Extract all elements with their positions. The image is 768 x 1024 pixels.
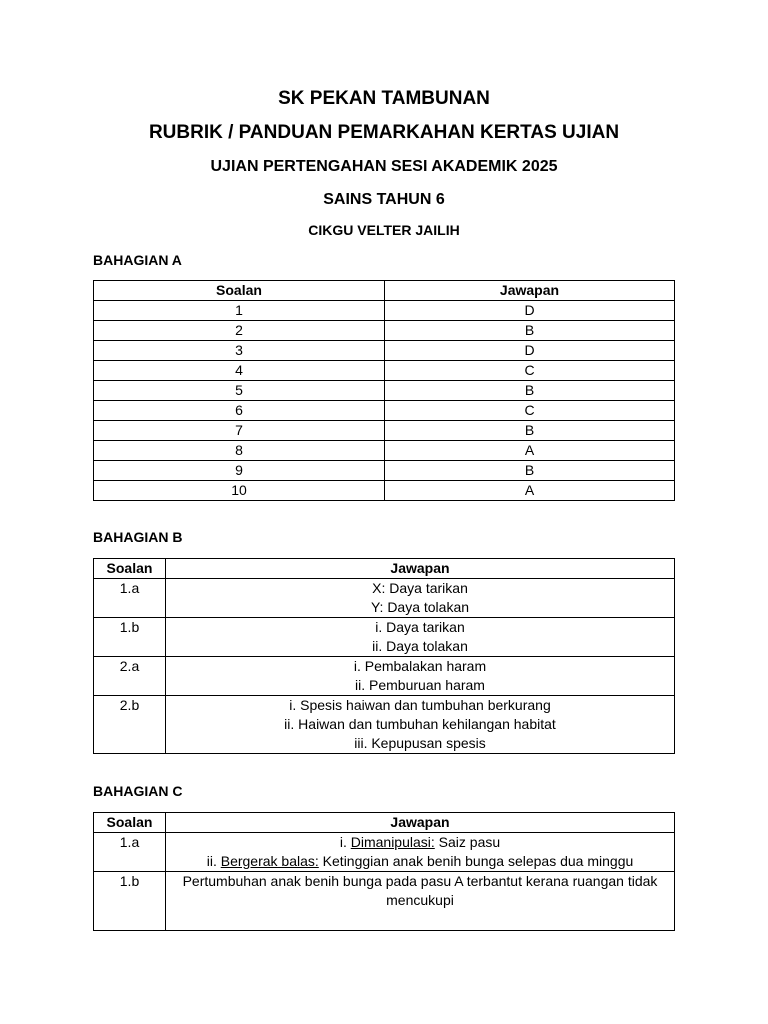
question-number: 6 <box>94 401 385 421</box>
answer: C <box>385 361 675 381</box>
answer-line: ii. Daya tolakan <box>372 638 468 654</box>
table-row <box>94 401 675 421</box>
table-header-row <box>94 281 675 301</box>
table-row <box>94 618 675 657</box>
table-header-row <box>94 813 675 833</box>
answer <box>166 696 675 754</box>
table-row <box>94 833 675 872</box>
column-header-jawapan: Jawapan <box>166 813 675 833</box>
column-header-soalan: Soalan <box>94 559 166 579</box>
answer: D <box>385 301 675 321</box>
answer: Pertumbuhan anak benih bunga pada pasu A terbantut kerana ruangan tidak mencukupi <box>166 872 675 931</box>
answer <box>166 833 675 872</box>
answer-text: Saiz pasu <box>434 834 501 850</box>
question-number: 1.a <box>94 579 166 618</box>
question-number: 7 <box>94 421 385 441</box>
answer-term: Bergerak balas: <box>220 853 319 869</box>
answer-line: X: Daya tarikan <box>372 580 468 596</box>
answer-prefix: ii. <box>206 853 221 869</box>
answer-prefix: i. <box>339 834 351 850</box>
answer: A <box>385 441 675 461</box>
column-header-jawapan: Jawapan <box>166 559 675 579</box>
table-header-row <box>94 559 675 579</box>
column-header-soalan: Soalan <box>94 281 385 301</box>
table-row <box>94 301 675 321</box>
answer: B <box>385 421 675 441</box>
answer <box>166 618 675 657</box>
table-row <box>94 657 675 696</box>
answer: A <box>385 481 675 501</box>
answer-line: i. Spesis haiwan dan tumbuhan berkurang <box>289 697 551 713</box>
question-number: 4 <box>94 361 385 381</box>
question-number: 1.b <box>94 872 166 931</box>
section-c-title: BAHAGIAN C <box>93 783 183 799</box>
document-title: RUBRIK / PANDUAN PEMARKAHAN KERTAS UJIAN <box>148 122 620 143</box>
answer-line: Y: Daya tolakan <box>370 599 470 615</box>
answer-line: ii. Pemburuan haram <box>355 677 485 693</box>
answer-term: Dimanipulasi: <box>350 834 435 850</box>
answer-line: i. Daya tarikan <box>375 619 465 635</box>
answer-line: ii. Haiwan dan tumbuhan kehilangan habitat <box>284 716 556 732</box>
section-a-table <box>93 280 675 501</box>
answer: C <box>385 401 675 421</box>
table-row <box>94 441 675 461</box>
question-number: 10 <box>94 481 385 501</box>
question-number: 2 <box>94 321 385 341</box>
section-c-table <box>93 812 675 931</box>
table-row <box>94 421 675 441</box>
answer-line: iii. Kepupusan spesis <box>354 735 486 751</box>
answer-line: i. Pembalakan haram <box>353 658 487 674</box>
answer: D <box>385 341 675 361</box>
table-row <box>94 381 675 401</box>
answer: B <box>385 381 675 401</box>
answer-line <box>172 833 668 852</box>
question-number: 3 <box>94 341 385 361</box>
answer-text: Ketinggian anak benih bunga selepas dua minggu <box>318 853 634 869</box>
table-row <box>94 481 675 501</box>
table-row <box>94 579 675 618</box>
question-number: 2.b <box>94 696 166 754</box>
school-name: SK PEKAN TAMBUNAN <box>278 88 490 109</box>
subject-name: SAINS TAHUN 6 <box>323 191 445 208</box>
answer: B <box>385 321 675 341</box>
table-row <box>94 341 675 361</box>
answer <box>166 657 675 696</box>
column-header-soalan: Soalan <box>94 813 166 833</box>
table-row <box>94 461 675 481</box>
question-number: 1.b <box>94 618 166 657</box>
table-row <box>94 361 675 381</box>
column-header-jawapan: Jawapan <box>385 281 675 301</box>
table-row <box>94 696 675 754</box>
section-b-table <box>93 558 675 754</box>
section-b-title: BAHAGIAN B <box>93 529 183 545</box>
table-row <box>94 872 675 931</box>
section-a-title: BAHAGIAN A <box>93 252 182 268</box>
question-number: 1 <box>94 301 385 321</box>
question-number: 9 <box>94 461 385 481</box>
answer: B <box>385 461 675 481</box>
question-number: 1.a <box>94 833 166 872</box>
table-row <box>94 321 675 341</box>
question-number: 8 <box>94 441 385 461</box>
question-number: 2.a <box>94 657 166 696</box>
question-number: 5 <box>94 381 385 401</box>
answer-line <box>172 852 668 871</box>
exam-name: UJIAN PERTENGAHAN SESI AKADEMIK 2025 <box>210 158 558 175</box>
answer <box>166 579 675 618</box>
teacher-name: CIKGU VELTER JAILIH <box>308 222 460 238</box>
